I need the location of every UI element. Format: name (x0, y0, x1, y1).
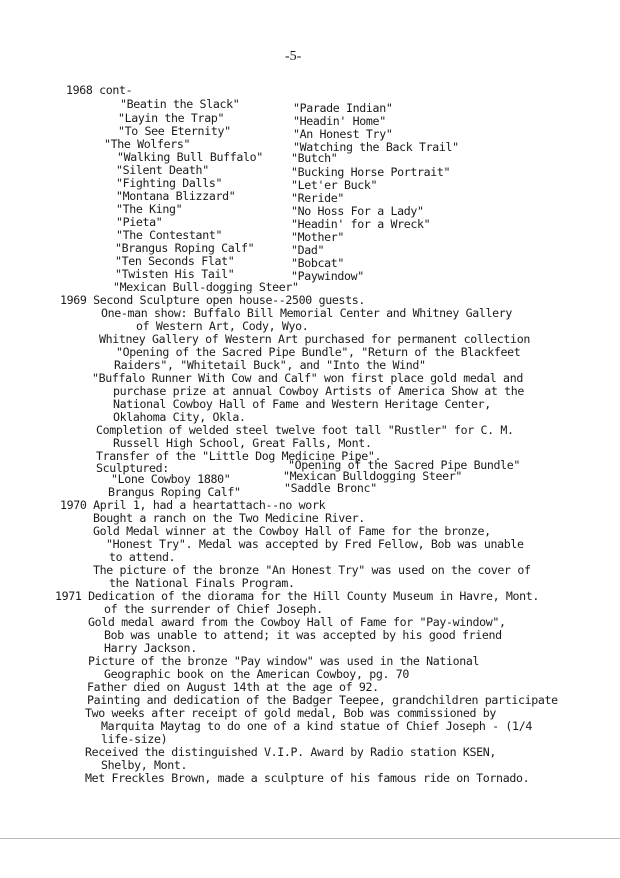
text-line: Two weeks after receipt of gold medal, Bob was commissioned by (85, 706, 497, 720)
title-right: "Mother" (291, 230, 345, 244)
title-right: "Parade Indian" (293, 101, 393, 115)
title-left: "Ten Seconds Flat" (115, 254, 235, 268)
text-line: Harry Jackson. (104, 641, 197, 655)
title-right: "Bobcat" (291, 256, 345, 270)
text-line: life-size) (101, 732, 168, 746)
text-line: Picture of the bronze "Pay window" was used in the National (88, 654, 480, 668)
title-left: "Brangus Roping Calf" (115, 241, 255, 255)
text-line: of the surrender of Chief Joseph. (104, 602, 323, 616)
title-left: Brangus Roping Calf" (108, 485, 241, 499)
title-left: "Silent Death" (116, 163, 209, 177)
title-right: "Headin' Home" (293, 114, 386, 128)
title-right: "Mexican Bulldogging Steer" (283, 469, 463, 483)
text-line: Russell High School, Great Falls, Mont. (113, 436, 372, 450)
title-right: "Bucking Horse Portrait" (291, 165, 451, 179)
text-line: The picture of the bronze "An Honest Try" was used on the cover of (93, 563, 531, 577)
title-left: "The King" (116, 202, 183, 216)
title-left: "Lone Cowboy 1880" (111, 472, 231, 486)
text-line: Geographic book on the American Cowboy, pg. 70 (104, 667, 409, 681)
title-left: "Layin the Trap" (118, 111, 225, 125)
text-line: of Western Art, Cody, Wyo. (136, 319, 309, 333)
text-line: Painting and dedication of the Badger Teepee, grandchildren participate (87, 693, 558, 707)
title-right: "Dad" (291, 243, 325, 257)
text-line: "Buffalo Runner With Cow and Calf" won first place gold medal and (92, 371, 523, 385)
text-line: Gold Medal winner at the Cowboy Hall of Fame for the bronze, (93, 524, 491, 538)
text-line: Met Freckles Brown, made a sculpture of his famous ride on Tornado. (85, 771, 530, 785)
title-right: "An Honest Try" (293, 127, 393, 141)
text-line: "Honest Try". Medal was accepted by Fred Fellow, Bob was unable (106, 537, 524, 551)
year-heading-1968: 1968 cont- (66, 83, 133, 97)
year-heading-1969: 1969 Second Sculpture open house--2500 guests. (60, 293, 365, 307)
bottom-rule (0, 838, 620, 839)
title-right: "Let'er Buck" (291, 178, 378, 192)
title-right: "Reride" (291, 191, 345, 205)
text-line: purchase prize at annual Cowboy Artists of America Show at the (113, 384, 525, 398)
page-number: -5- (285, 49, 302, 64)
text-line: Bob was unable to attend; it was accepted by his good friend (104, 628, 502, 642)
text-line: the National Finals Program. (109, 576, 295, 590)
text-line: Marquita Maytag to do one of a kind statue of Chief Joseph - (1/4 (101, 719, 532, 733)
year-heading-1971: 1971 Dedication of the diorama for the Hill County Museum in Havre, Mont. (55, 589, 539, 603)
title-left: "Beatin the Slack" (120, 97, 240, 111)
title-right: "Headin' for a Wreck" (291, 217, 431, 231)
title-right: "Paywindow" (291, 269, 364, 283)
title-left: "Mexican Bull-dogging Steer" (113, 280, 299, 294)
year-heading-1970: 1970 April 1, had a heartattach--no work (60, 498, 326, 512)
title-right: "Butch" (291, 151, 338, 165)
text-line: One-man show: Buffalo Bill Memorial Center and Whitney Gallery (101, 306, 513, 320)
text-line: Whitney Gallery of Western Art purchased for permanent collection (99, 332, 530, 346)
text-line: National Cowboy Hall of Fame and Western Heritage Center, (113, 397, 491, 411)
text-line: "Opening of the Sacred Pipe Bundle", "Return of the Blackfeet (116, 345, 521, 359)
title-left: "To See Eternity" (118, 124, 231, 138)
title-right: "Watching the Back Trail" (293, 140, 459, 154)
title-right: "No Hoss For a Lady" (291, 204, 424, 218)
title-right: "Opening of the Sacred Pipe Bundle" (288, 458, 521, 472)
text-line: Gold medal award from the Cowboy Hall of Fame for "Pay-window", (88, 615, 506, 629)
title-left: "Pieta" (116, 215, 163, 229)
text-line: Raiders", "Whitetail Buck", and "Into the Wind" (114, 358, 426, 372)
text-line: Received the distinguished V.I.P. Award by Radio station KSEN, (85, 745, 497, 759)
text-line: Transfer of the "Little Dog Medicine Pipe". (96, 449, 382, 463)
title-left: "Montana Blizzard" (116, 189, 236, 203)
title-left: "Twisten His Tail" (115, 267, 235, 281)
text-line: Oklahoma City, Okla. (113, 410, 246, 424)
text-line: to attend. (109, 550, 176, 564)
title-left: "The Wolfers" (104, 137, 191, 151)
title-left: "Walking Bull Buffalo" (117, 150, 263, 164)
text-line: Sculptured: (96, 461, 169, 475)
title-left: "Fighting Dalls" (116, 176, 223, 190)
title-left: "The Contestant" (116, 228, 223, 242)
text-line: Shelby, Mont. (101, 758, 188, 772)
text-line: Completion of welded steel twelve foot tall "Rustler" for C. M. (96, 423, 514, 437)
text-line: Bought a ranch on the Two Medicine River. (93, 511, 365, 525)
title-right: "Saddle Bronc" (284, 481, 377, 495)
text-line: Father died on August 14th at the age of 92. (87, 680, 379, 694)
